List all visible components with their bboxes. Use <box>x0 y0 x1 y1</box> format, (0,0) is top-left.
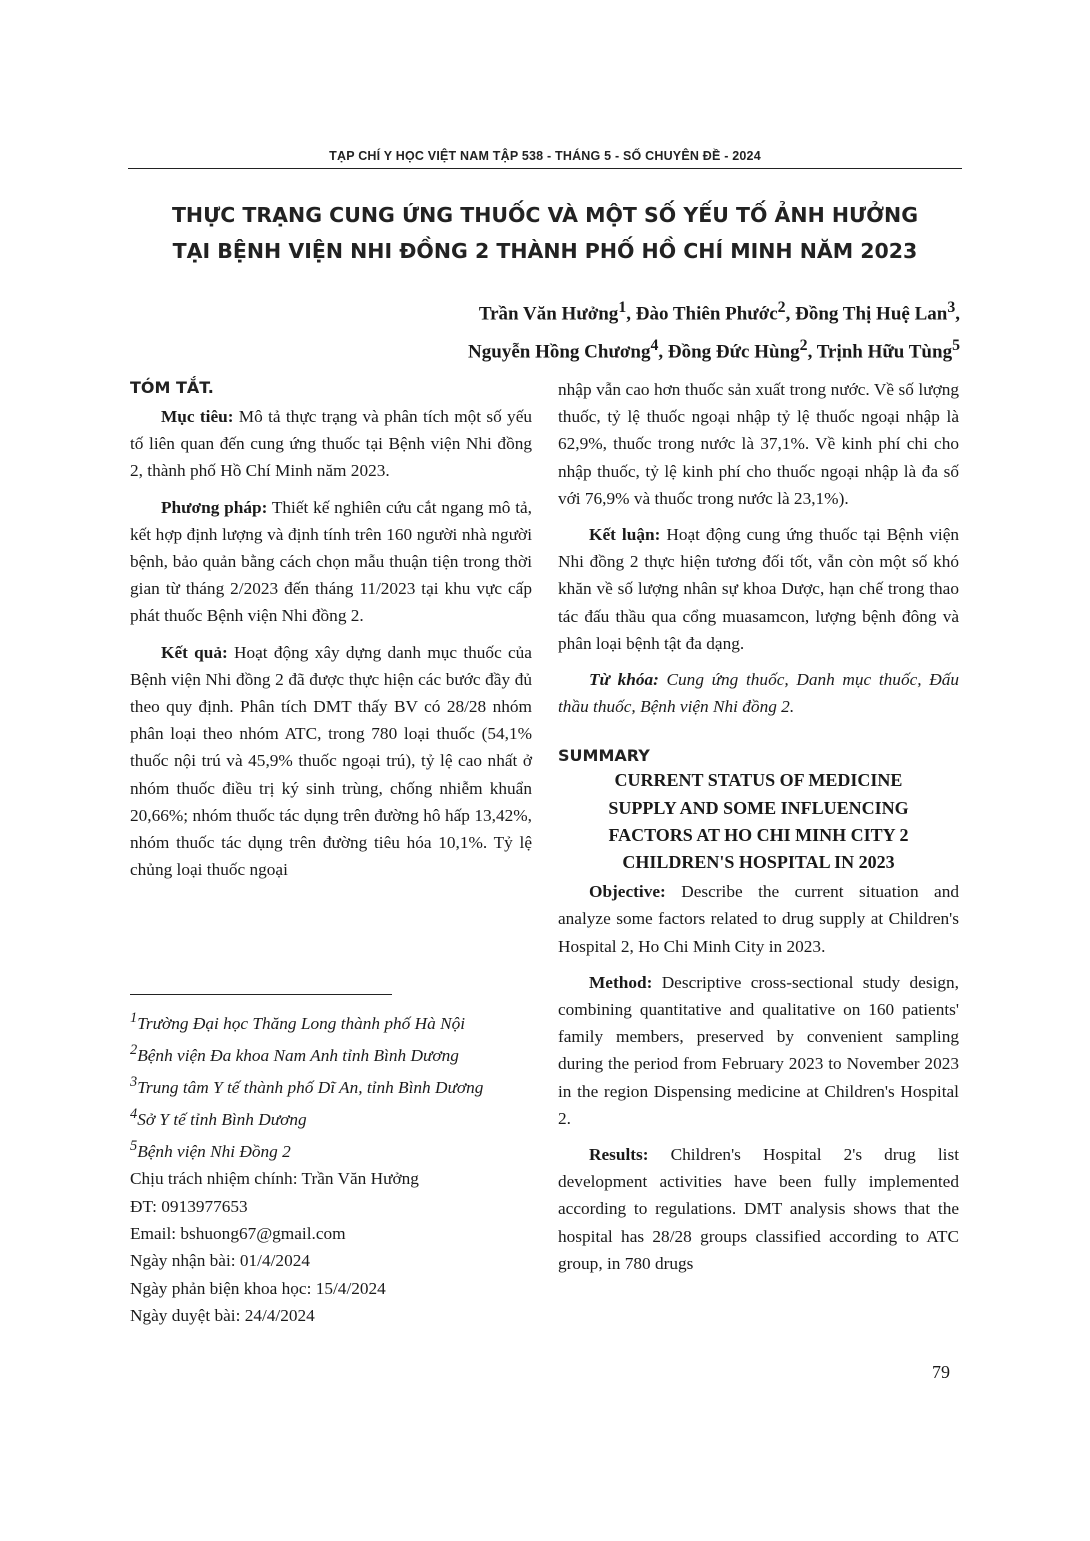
affiliation-sup: 5 <box>130 1138 138 1155</box>
method-label: Phương pháp: <box>161 497 268 517</box>
author-list <box>340 292 960 369</box>
conclusion-label: Kết luận: <box>589 525 661 545</box>
abstract-vi-results-continued: nhập vẫn cao hơn thuốc sản xuất trong nước. Về số lượng thuốc, tỷ lệ thuốc ngoại nhập tỷ lệ thuốc ngoại nhập là 62,9%, thuốc trong nước là 37,1%. Về kinh phí chi cho nhập thuốc, tỷ lệ kinh phí cho thuốc ngoại nhập là đa số với 76,9% và thuốc trong nước là 23,1%). <box>558 380 959 508</box>
abstract-vi-objective <box>130 403 532 485</box>
affiliation-text: Sở Y tế tỉnh Bình Dương <box>137 1109 307 1129</box>
objective-label: Mục tiêu: <box>161 407 234 426</box>
author-affiliation-sup: 1 <box>618 299 627 316</box>
affiliation-4 <box>130 1101 532 1133</box>
affiliation-1 <box>130 1005 532 1037</box>
author-name: Trần Văn Hưởng <box>478 303 619 325</box>
results-label: Results: <box>589 1145 649 1165</box>
affiliation-3 <box>130 1069 532 1101</box>
date-reviewed: Ngày phản biện khoa học: 15/4/2024 <box>130 1278 386 1298</box>
abstract-vi-heading: TÓM TẮT. <box>130 378 214 397</box>
conclusion-text: Hoạt động cung ứng thuốc tại Bệnh viện Nhi đồng 2 thực hiện tương đối tốt, vẫn còn một số khó khăn về số lượng nhân sự khoa Dược, hạn chế trong thao tác đấu thầu qua cổng muasamcon, lượng bệnh đông và phân loại bệnh tật đa dạng. <box>558 525 960 653</box>
article-title-line-1: THỰC TRẠNG CUNG ỨNG THUỐC VÀ MỘT SỐ YẾU TỐ ẢNH HƯỞNG <box>171 203 919 227</box>
objective-text: Mô tả thực trạng và phân tích một số yếu tố liên quan đến cung ứng thuốc tại Bệnh viện Nhi đồng 2, thành phố Hồ Chí Minh năm 2023. <box>130 407 532 481</box>
affiliation-sup: 2 <box>130 1042 138 1059</box>
header-divider <box>128 168 962 169</box>
author-separator: , <box>658 341 668 363</box>
affiliation-text: Bệnh viện Nhi Đồng 2 <box>137 1142 291 1162</box>
affiliation-sup: 1 <box>130 1010 138 1026</box>
affiliation-text: Bệnh viện Đa khoa Nam Anh tỉnh Bình Dương <box>137 1045 459 1065</box>
objective-text: Describe the current situation and analyze some factors related to drug supply at Children's Hospital 2, Ho Chi Minh City in 2023. <box>558 882 959 956</box>
author-separator: , <box>807 341 817 363</box>
results-text: Hoạt động xây dựng danh mục thuốc của Bệnh viện Nhi đồng 2 đã được thực hiện các bước đầy đủ theo quy định. Phân tích DMT thấy BV có 28/28 nhóm phân loại theo nhóm ATC, trong 780 loại thuốc (54,1% thuốc nội trú và 45,9% thuốc ngoại trú), tỷ lệ cao nhất ở nhóm thuốc điều trị ký sinh trùng, chống nhiễm khuẩn 20,66%; nhóm thuốc tác dụng trên đường hô hấp 13,42%, nhóm thuốc tác dụng trên đường tiêu hóa 10,1%. Tỷ lệ chủng loại thuốc ngoại <box>130 642 532 880</box>
objective-label: Objective: <box>589 882 666 902</box>
summary-title-line-3: FACTORS AT HO CHI MINH CITY 2 <box>608 824 909 845</box>
summary-title-line-2: SUPPLY AND SOME INFLUENCING <box>608 797 909 818</box>
author-line-2 <box>340 330 960 368</box>
author-name: Đồng Thị Huệ Lan <box>795 303 948 325</box>
article-title <box>128 197 962 269</box>
author-name: Trịnh Hữu Tùng <box>816 341 953 363</box>
summary-objective <box>558 878 959 960</box>
summary-title-line-4: CHILDREN'S HOSPITAL IN 2023 <box>622 852 895 873</box>
author-name: Nguyễn Hồng Chương <box>468 341 651 363</box>
results-text: Children's Hospital 2's drug list development activities have been fully implemented according to regulations. DMT analysis shows that the hospital has 28/28 groups classified according to ATC group, in 780 drugs <box>558 1145 959 1273</box>
affiliation-text: Trường Đại học Thăng Long thành phố Hà Nội <box>137 1013 466 1033</box>
keywords-label: Từ khóa: <box>589 670 659 690</box>
author-affiliation-sup: 5 <box>952 337 960 355</box>
affiliation-2 <box>130 1037 532 1069</box>
author-affiliation-sup: 3 <box>947 299 956 316</box>
results-label: Kết quả: <box>161 642 228 662</box>
abstract-vi-results <box>130 639 532 884</box>
journal-header: TẠP CHÍ Y HỌC VIỆT NAM TẬP 538 - THÁNG 5 - SỐ CHUYÊN ĐỀ - 2024 <box>329 149 761 163</box>
author-name: Đồng Đức Hùng <box>667 341 800 363</box>
article-title-line-2: TẠI BỆNH VIỆN NHI ĐỒNG 2 THÀNH PHỐ HỒ CHÍ MINH NĂM 2023 <box>172 239 918 263</box>
left-column <box>130 378 532 892</box>
abstract-vi-conclusion <box>558 521 959 657</box>
method-text: Thiết kế nghiên cứu cắt ngang mô tả, kết hợp định lượng và định tính trên 160 người nhà người bệnh, bảo quản bằng cách chọn mẫu thuận tiện trong thời gian từ tháng 2/2023 đến tháng 11/2023 tại khu vực cấp phát thuốc Bệnh viện Nhi đồng 2. <box>130 497 532 626</box>
method-label: Method: <box>589 972 653 992</box>
affiliation-text: Trung tâm Y tế thành phố Dĩ An, tỉnh Bình Dương <box>137 1077 484 1097</box>
author-separator: , <box>955 303 960 325</box>
footnote-divider <box>130 994 392 995</box>
affiliation-sup: 3 <box>130 1074 138 1091</box>
author-separator: , <box>626 303 636 325</box>
method-text: Descriptive cross-sectional study design, combining quantitative and qualitative on 160 patients' family members, preserved by convenient sampling during the period from February 2023 to November 2023 in the region Dispensing medicine at Children's Hospital 2. <box>558 972 959 1128</box>
right-column <box>558 376 959 1286</box>
author-affiliation-sup: 2 <box>799 337 808 355</box>
author-affiliation-sup: 4 <box>650 337 659 355</box>
affiliation-sup: 4 <box>130 1106 138 1123</box>
keywords-text: Cung ứng thuốc, Danh mục thuốc, Đấu thầu thuốc, Bệnh viện Nhi đồng 2. <box>558 670 959 717</box>
email[interactable]: Email: bshuong67@gmail.com <box>130 1223 346 1243</box>
abstract-vi-keywords <box>558 666 959 720</box>
corresponding-author: Chịu trách nhiệm chính: Trần Văn Hưởng <box>130 1169 419 1189</box>
summary-title <box>558 767 959 876</box>
author-separator: , <box>785 303 796 325</box>
abstract-vi-method <box>130 494 532 630</box>
footnotes <box>130 1005 532 1329</box>
author-name: Đào Thiên Phước <box>635 303 778 325</box>
summary-method <box>558 969 959 1132</box>
affiliation-5 <box>130 1133 532 1165</box>
summary-heading: SUMMARY <box>558 746 650 766</box>
page-number: 79 <box>932 1362 950 1382</box>
author-affiliation-sup: 2 <box>777 299 786 316</box>
author-line-1 <box>340 292 960 330</box>
summary-results <box>558 1141 959 1277</box>
summary-title-line-1: CURRENT STATUS OF MEDICINE <box>614 770 903 791</box>
date-received: Ngày nhận bài: 01/4/2024 <box>130 1251 310 1271</box>
phone: ĐT: 0913977653 <box>130 1196 248 1216</box>
date-accepted: Ngày duyệt bài: 24/4/2024 <box>130 1305 315 1325</box>
